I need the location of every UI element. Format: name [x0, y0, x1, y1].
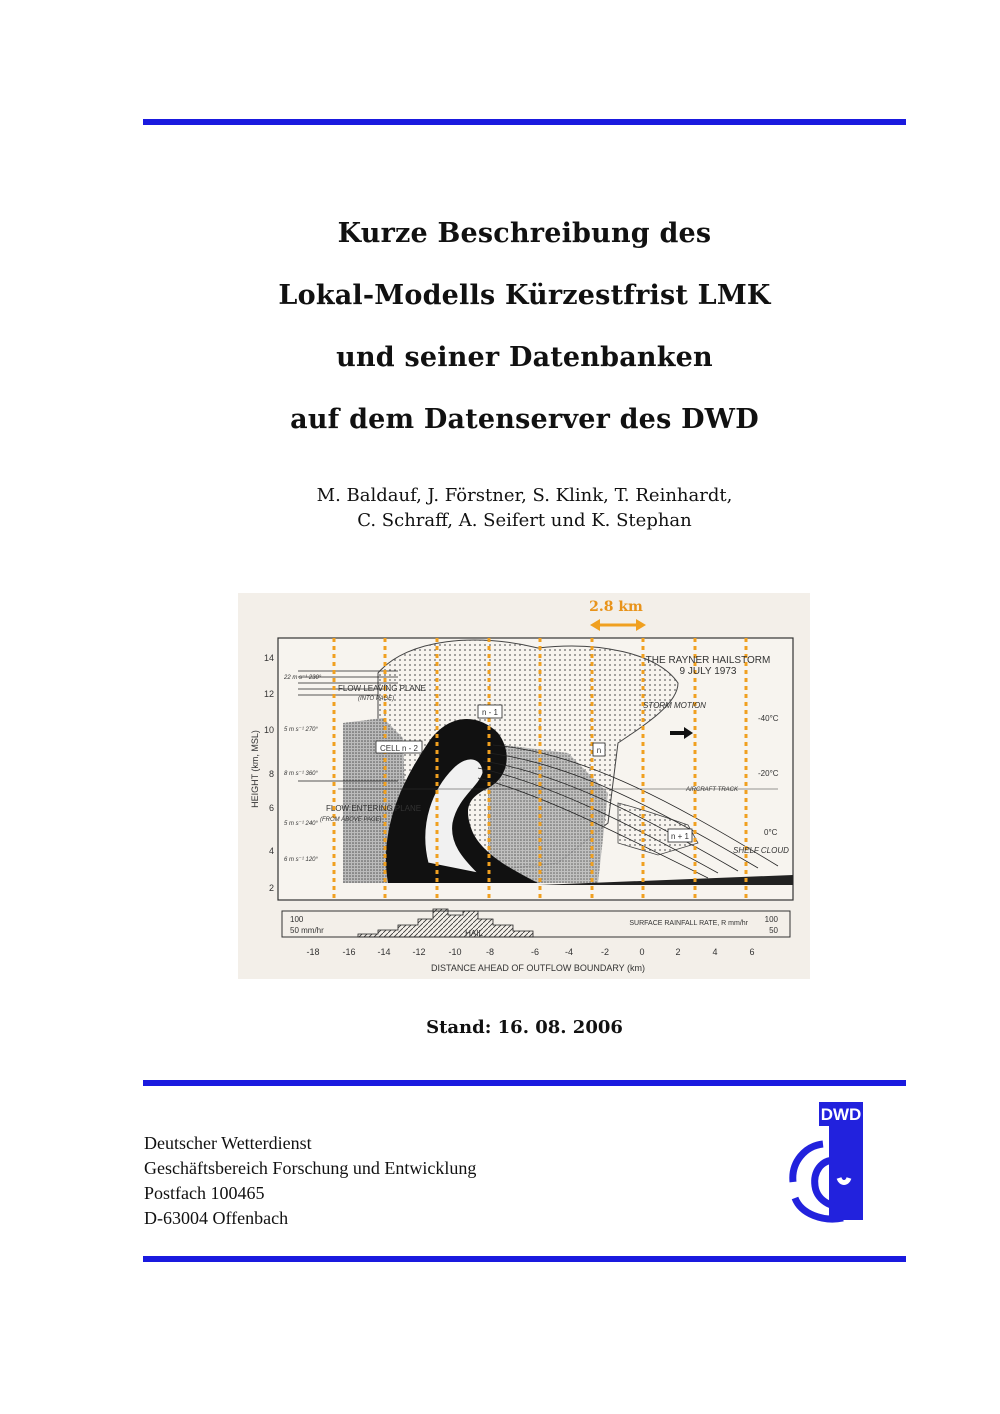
- storm-title: THE RAYNER HAILSTORM: [645, 655, 771, 666]
- x-tick: -12: [412, 947, 426, 957]
- x-tick: 4: [712, 947, 718, 957]
- rain-left-tick-100: 100: [290, 915, 304, 924]
- storm-motion-label: STORM MOTION: [643, 701, 706, 710]
- wind-label: 5 m s⁻¹ 270°: [284, 727, 318, 733]
- wind-label: 8 m s⁻¹ 360°: [284, 771, 318, 777]
- y-tick: 6: [268, 803, 274, 813]
- x-axis-ticks: [306, 947, 754, 957]
- shelf-cloud-label: SHELF CLOUD: [733, 846, 789, 855]
- rain-right-tick-100: 100: [764, 915, 778, 924]
- address-line-3: Postfach 100465: [144, 1183, 265, 1203]
- flow-leaving-sub: (INTO PAGE): [358, 696, 395, 702]
- x-tick: -8: [485, 947, 495, 957]
- middle-rule: [143, 1080, 906, 1086]
- x-tick: -14: [377, 947, 391, 957]
- flow-entering-sub: (FROM ABOVE PAGE): [320, 817, 382, 823]
- y-tick: 2: [268, 883, 274, 893]
- title-line-1: Kurze Beschreibung des: [337, 218, 712, 249]
- hail-label: HAIL: [465, 929, 483, 938]
- wind-label: 5 m s⁻¹ 240°: [284, 821, 318, 827]
- wind-label: 6 m s⁻¹ 120°: [284, 857, 318, 863]
- rain-right-tick-50: 50: [769, 926, 778, 935]
- cell-n1-label: n - 1: [481, 708, 499, 717]
- hailstorm-diagram: [238, 593, 810, 979]
- rain-rate-label: SURFACE RAINFALL RATE, R mm/hr: [629, 920, 748, 927]
- document-title: [143, 203, 906, 451]
- dwd-logo: [783, 1102, 883, 1224]
- dwd-logo-text: DWD: [820, 1105, 862, 1124]
- y-tick: 10: [263, 725, 274, 735]
- scale-label: 2.8 km: [589, 599, 643, 615]
- scale-arrow: [590, 619, 646, 631]
- address-line-2: Geschäftsbereich Forschung und Entwicklung: [144, 1158, 477, 1178]
- hailstorm-figure: [238, 593, 810, 979]
- top-rule: [143, 119, 906, 125]
- rainfall-histogram: [358, 909, 533, 937]
- y-tick: 14: [263, 653, 274, 663]
- address-line-4: D-63004 Offenbach: [144, 1208, 289, 1228]
- flow-entering-label: FLOW ENTERING PLANE: [326, 804, 422, 813]
- x-tick: -10: [448, 947, 462, 957]
- authors: [143, 483, 906, 533]
- aircraft-track-label: AIRCRAFT TRACK: [686, 787, 739, 793]
- x-tick: -4: [564, 947, 574, 957]
- title-line-2: Lokal-Modells Kürzestfrist LMK: [278, 280, 771, 311]
- y-axis-label: HEIGHT (km, MSL): [250, 730, 260, 808]
- title-line-4: auf dem Datenserver des DWD: [290, 404, 759, 435]
- dwd-logo-graphic: [783, 1102, 883, 1224]
- y-tick: 4: [268, 846, 274, 856]
- authors-line-1: M. Baldauf, J. Förstner, S. Klink, T. Reinhardt,: [316, 485, 733, 506]
- temp-label: 0°C: [764, 828, 778, 837]
- y-tick: 8: [268, 769, 274, 779]
- y-axis-ticks: [264, 653, 274, 893]
- cell-np1-label: n + 1: [670, 832, 690, 841]
- cell-label: CELL n - 2: [380, 744, 418, 753]
- bottom-rule: [143, 1256, 906, 1262]
- cell-n-label: n: [596, 746, 602, 755]
- x-tick: -2: [600, 947, 610, 957]
- stand-date: Stand: 16. 08. 2006: [426, 1017, 623, 1038]
- temp-label: -20°C: [758, 769, 779, 778]
- x-tick: -16: [342, 947, 356, 957]
- y-tick: 12: [263, 689, 274, 699]
- flow-leaving-label: FLOW LEAVING PLANE: [338, 684, 426, 693]
- title-line-3: und seiner Datenbanken: [336, 342, 713, 373]
- address-line-1: Deutscher Wetterdienst: [144, 1133, 312, 1153]
- x-tick: -18: [306, 947, 320, 957]
- x-tick: 0: [639, 947, 645, 957]
- rain-left-tick-50: 50 mm/hr: [290, 926, 324, 935]
- x-tick: 2: [675, 947, 681, 957]
- storm-date: 9 JULY 1973: [679, 666, 737, 677]
- authors-line-2: C. Schraff, A. Seifert und K. Stephan: [357, 510, 692, 531]
- x-axis-label: DISTANCE AHEAD OF OUTFLOW BOUNDARY (km): [430, 963, 646, 973]
- wind-label: 22 m s⁻¹ 230°: [284, 675, 322, 681]
- temp-label: -40°C: [758, 714, 779, 723]
- x-tick: -6: [530, 947, 540, 957]
- address-block: [144, 1131, 476, 1231]
- x-tick: 6: [749, 947, 755, 957]
